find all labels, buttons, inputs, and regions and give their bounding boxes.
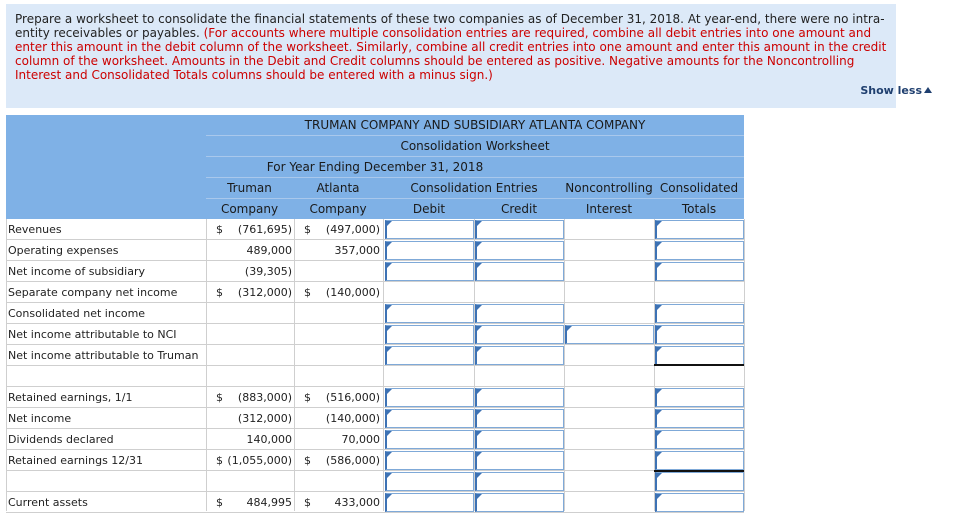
truman-dollar-sign: $ (216, 496, 223, 509)
col-truman-line1: Truman (227, 181, 272, 195)
consolidated-input[interactable] (655, 241, 744, 260)
credit-input[interactable] (475, 409, 564, 428)
truman-dollar-sign: $ (216, 223, 223, 236)
debit-input[interactable] (385, 346, 474, 365)
truman-value: (312,000) (237, 412, 292, 425)
debit-input[interactable] (385, 388, 474, 407)
truman-dollar-sign: $ (216, 286, 223, 299)
atlanta-dollar-sign: $ (304, 391, 311, 404)
truman-value: (1,055,000) (227, 454, 292, 467)
nci-input[interactable] (565, 325, 654, 344)
truman-value: (39,305) (244, 265, 292, 278)
consolidated-input[interactable] (655, 346, 744, 365)
col-consolidation-entries: Consolidation Entries (410, 181, 538, 195)
show-less-link[interactable]: Show less (860, 84, 932, 97)
col-truman-line2: Company (220, 202, 279, 216)
debit-input[interactable] (385, 409, 474, 428)
atlanta-value: (140,000) (325, 412, 380, 425)
consolidated-input[interactable] (655, 304, 744, 323)
row-label: Net income attributable to Truman (8, 349, 199, 362)
col-debit: Debit (412, 202, 446, 216)
truman-value: 140,000 (246, 433, 292, 446)
row-label: Net income (8, 412, 72, 425)
consolidated-input[interactable] (655, 220, 744, 239)
column-divider (744, 219, 745, 511)
col-consolidated-line1: Consolidated (659, 181, 739, 195)
debit-input[interactable] (385, 241, 474, 260)
credit-input[interactable] (475, 472, 564, 491)
atlanta-dollar-sign: $ (304, 454, 311, 467)
truman-value: (312,000) (237, 286, 292, 299)
atlanta-dollar-sign: $ (304, 223, 311, 236)
col-atlanta-line2: Company (309, 202, 367, 216)
credit-input[interactable] (475, 388, 564, 407)
total-underline (654, 364, 744, 366)
credit-input[interactable] (475, 304, 564, 323)
atlanta-dollar-sign: $ (304, 286, 311, 299)
credit-input[interactable] (475, 346, 564, 365)
debit-input[interactable] (385, 220, 474, 239)
total-underline (654, 470, 744, 472)
consolidated-input[interactable] (655, 493, 744, 512)
consolidated-input[interactable] (655, 388, 744, 407)
row-divider (6, 470, 744, 471)
consolidated-input[interactable] (655, 262, 744, 281)
worksheet-period: For Year Ending December 31, 2018 (266, 160, 484, 174)
atlanta-value: (516,000) (325, 391, 380, 404)
row-label: Revenues (8, 223, 62, 236)
debit-input[interactable] (385, 451, 474, 470)
atlanta-value: (140,000) (325, 286, 380, 299)
row-label: Current assets (8, 496, 88, 509)
debit-input[interactable] (385, 493, 474, 512)
debit-input[interactable] (385, 430, 474, 449)
consolidated-input[interactable] (655, 472, 744, 491)
worksheet-subtitle: Consolidation Worksheet (400, 139, 550, 153)
debit-input[interactable] (385, 262, 474, 281)
atlanta-value: 433,000 (334, 496, 380, 509)
row-label: Net income attributable to NCI (8, 328, 177, 341)
row-divider (6, 365, 744, 366)
column-divider (294, 219, 295, 511)
column-divider (474, 219, 475, 511)
credit-input[interactable] (475, 262, 564, 281)
column-divider (564, 219, 565, 511)
row-label: Retained earnings, 1/1 (8, 391, 133, 404)
credit-input[interactable] (475, 325, 564, 344)
col-atlanta-line1: Atlanta (316, 181, 360, 195)
col-nci-line2: Interest (585, 202, 633, 216)
worksheet-title: TRUMAN COMPANY AND SUBSIDIARY ATLANTA COMPANY (304, 118, 646, 132)
atlanta-dollar-sign: $ (304, 496, 311, 509)
row-label: Retained earnings 12/31 (8, 454, 143, 467)
instructions-note: (For accounts where multiple consolidation entries are required, combine all debit entries into one amount and enter this amount in the debit column of the worksheet. Similarly, combine all credit entries into one amount and enter this amount in the credit column of the worksheet. Amounts in the Debit and Credit columns should be entered as positive. Negative amounts for the Noncontrolling Interest and Consolidated Totals columns should be entered with a minus sign.) (15, 26, 887, 82)
consolidated-input[interactable] (655, 409, 744, 428)
col-consolidated-line2: Totals (681, 202, 717, 216)
credit-input[interactable] (475, 430, 564, 449)
atlanta-value: 70,000 (341, 433, 380, 446)
truman-value: 489,000 (246, 244, 292, 257)
row-label: Consolidated net income (8, 307, 146, 320)
debit-input[interactable] (385, 472, 474, 491)
row-label: Separate company net income (8, 286, 178, 299)
col-nci-line1: Noncontrolling (565, 181, 653, 195)
row-label: Operating expenses (8, 244, 119, 257)
debit-input[interactable] (385, 325, 474, 344)
atlanta-value: (497,000) (325, 223, 380, 236)
consolidated-input[interactable] (655, 430, 744, 449)
column-divider (206, 219, 207, 511)
consolidated-input[interactable] (655, 451, 744, 470)
truman-value: (761,695) (237, 223, 292, 236)
row-label: Dividends declared (8, 433, 114, 446)
column-divider (383, 219, 384, 511)
debit-input[interactable] (385, 304, 474, 323)
credit-input[interactable] (475, 451, 564, 470)
row-label: Net income of subsidiary (8, 265, 145, 278)
credit-input[interactable] (475, 493, 564, 512)
credit-input[interactable] (475, 241, 564, 260)
consolidated-input[interactable] (655, 325, 744, 344)
atlanta-value: 357,000 (334, 244, 380, 257)
left-border (6, 219, 7, 511)
credit-input[interactable] (475, 220, 564, 239)
col-credit: Credit (500, 202, 538, 216)
atlanta-value: (586,000) (325, 454, 380, 467)
truman-dollar-sign: $ (216, 391, 223, 404)
instructions-text: Prepare a worksheet to consolidate the financial statements of these two companies as of December 31, 2018. At year-end, there were no intra-entity receivables or payables. (For accounts where multiple consolidation entries are required, combine all debit entries into one amount and enter this amount in the debit column of the worksheet. Similarly, combine all credit entries into one amount and enter this amount in the credit column of the worksheet. Amounts in the Debit and Credit columns should be entered as positive. Negative amounts for the Noncontrolling Interest and Consolidated Totals columns should be entered with a minus sign.) (15, 12, 887, 82)
truman-value: (883,000) (237, 391, 292, 404)
truman-value: 484,995 (246, 496, 292, 509)
truman-dollar-sign: $ (216, 454, 223, 467)
